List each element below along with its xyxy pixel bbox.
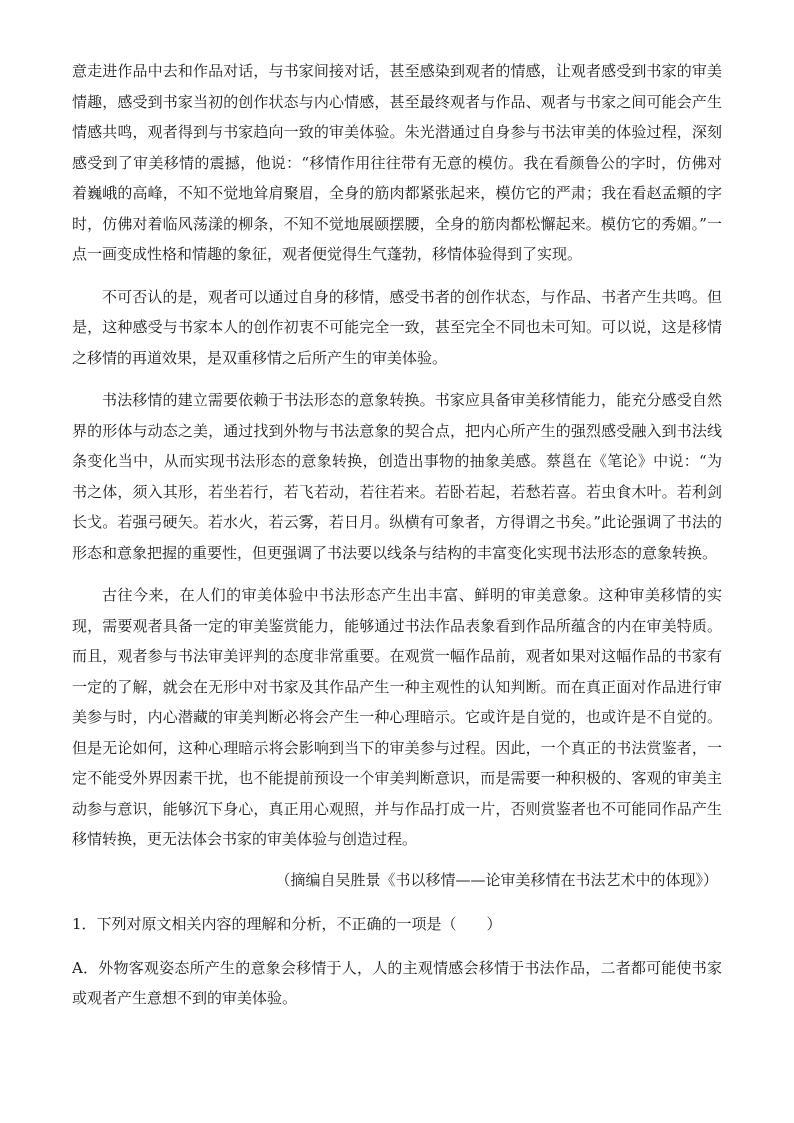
source-citation: （摘编自吴胜景《书以移情——论审美移情在书法艺术中的体现》） (275, 870, 718, 889)
paragraph-2: 不可否认的是，观者可以通过自身的移情，感受书者的创作状态，与作品、书者产生共鸣。但是，这种感受与书家本人的创作初衷不可能完全一致，甚至完全不同也未可知。可以说，这是移情之移情的再道效果，是双重移情之后所产生的审美体验。 (72, 287, 722, 367)
paragraph-3: 书法移情的建立需要依赖于书法形态的意象转换。书家应具备审美移情能力，能充分感受自然界的形体与动态之美，通过找到外物与书法意象的契合点，把内心所产生的强烈感受融入到书法线条变化当中，从而实现书法形态的意象转换，创造出事物的抽象美感。蔡邕在《笔论》中说：“为书之体，须入其形，若坐若行，若飞若动，若往若来。若卧若起，若愁若喜。若虫食木叶。若利剑长戈。若强弓硬矢。若水火，若云雾，若日月。纵横有可象者，方得谓之书矣。”此论强调了书法的形态和意象把握的重要性，但更强调了书法要以线条与结构的丰富变化实现书法形态的意象转换。 (72, 391, 722, 562)
paragraph-1: 意走进作品中去和作品对话，与书家间接对话，甚至感染到观者的情感，让观者感受到书家的审美情趣，感受到书家当初的创作状态与内心情感，甚至最终观者与作品、观者与书家之间可能会产生情感共鸣，观者得到与书家趋向一致的审美体验。朱光潜通过自身参与书法审美的体验过程，深刻感受到了审美移情的震撼，他说：“移情作用往往带有无意的模仿。我在看颜鲁公的字时，仿佛对着巍峨的高峰，不知不觉地耸肩聚眉，全身的筋肉都紧张起来，模仿它的严肃；我在看赵孟頫的字时，仿佛对着临风荡漾的柳条，不知不觉地展颐摆腰，全身的筋肉都松懈起来。模仿它的秀媚。”一点一画变成性格和情趣的象征，观者便觉得生气蓬勃，移情体验得到了实现。 (72, 62, 722, 263)
document-page (72, 56, 722, 1014)
question-stem: 1．下列对原文相关内容的理解和分析，不正确的一项是（ ） (72, 914, 502, 933)
option-a: A．外物客观姿态所产生的意象会移情于人，人的主观情感会移情于书法作品，二者都可能使书家或观者产生意想不到的审美体验。 (72, 958, 722, 1007)
paragraph-4: 古往今来，在人们的审美体验中书法形态产生出丰富、鲜明的审美意象。这种审美移情的实现，需要观者具备一定的审美鉴赏能力，能够通过书法作品表象看到作品所蕴含的内在审美特质。而且，观者参与书法审美评判的态度非常重要。在观赏一幅作品前，观者如果对这幅作品的书家有一定的了解，就会在无形中对书家及其作品产生一种主观性的认知判断。而在真正面对作品进行审美参与时，内心潜藏的审美判断必将会产生一种心理暗示。它或许是自觉的，也或许是不自觉的。但是无论如何，这种心理暗示将会影响到当下的审美参与过程。因此，一个真正的书法赏鉴者，一定不能受外界因素干扰，也不能提前预设一个审美判断意识，而是需要一种积极的、客观的审美主动参与意识，能够沉下身心，真正用心观照，并与作品打成一片，否则赏鉴者也不可能同作品产生移情转换，更无法体会书家的审美体验与创造过程。 (72, 586, 722, 848)
